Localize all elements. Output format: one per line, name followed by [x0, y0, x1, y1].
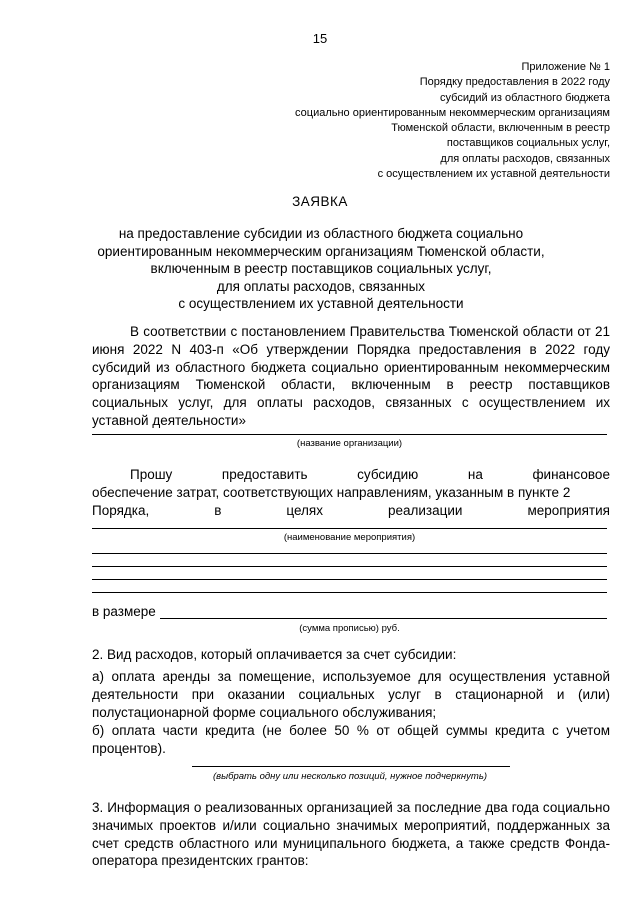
- request-word: мероприятия: [527, 502, 610, 518]
- section2-heading: 2. Вид расходов, который оплачивается за счет субсидии:: [92, 647, 457, 662]
- subtitle-line: включенным в реестр поставщиков социальных услуг,: [150, 261, 492, 277]
- organization-name-caption: (название организации): [296, 438, 403, 449]
- appendix-line: субсидий из областного бюджета: [440, 91, 610, 104]
- request-word: финансовое: [532, 467, 610, 482]
- request-word: предоставить: [221, 467, 308, 482]
- appendix-line: для оплаты расходов, связанных: [440, 152, 610, 165]
- request-word: в: [214, 502, 222, 518]
- amount-label: в размере: [92, 604, 156, 619]
- appendix-line: с осуществлением их уставной деятельности: [377, 168, 610, 181]
- amount-field[interactable]: [160, 604, 607, 619]
- intro-paragraph: В соответствии с постановлением Правительства Тюменской области от 21 июня 2022 N 403-п «Об утверждении Порядка предоставления в 2022 году субсидий из областного бюджета социально ориентированным некоммерческим организациям Тюменской области, включенным в реестр поставщиков социальных услуг, для оплаты расходов, связанных с осуществлением их уставной деятельности»: [92, 324, 610, 428]
- amount-caption: (сумма прописью) руб.: [299, 623, 400, 634]
- event-description-line[interactable]: [92, 579, 607, 580]
- request-line-3: [92, 502, 610, 520]
- expense-choice-caption: (выбрать одну или несколько позиций, нужное подчеркнуть): [213, 771, 487, 782]
- request-paragraph: [92, 466, 610, 519]
- event-description-line[interactable]: [92, 566, 607, 567]
- appendix-line: социально ориентированным некоммерческим организациям: [295, 106, 610, 119]
- subtitle-line: с осуществлением их уставной деятельности: [178, 296, 464, 312]
- appendix-block: [250, 60, 610, 182]
- event-description-line[interactable]: [92, 553, 607, 554]
- section3-paragraph: 3. Информация о реализованных организацией за последние два года социально значимых проектов и/или социально значимых мероприятий, поддержанных за счет средств областного или муниципального бюджета, а также средств Фонда-оператора президентских грантов:: [92, 800, 610, 869]
- event-name-caption: (наименование мероприятия): [283, 532, 416, 543]
- subtitle-line: на предоставление субсидии из областного бюджета социально: [118, 226, 524, 241]
- request-word: субсидию: [357, 467, 419, 482]
- appendix-line: Порядку предоставления в 2022 году: [419, 76, 610, 89]
- request-word: Прошу: [130, 467, 173, 482]
- document-subtitle: [90, 225, 552, 313]
- organization-name-field[interactable]: [92, 434, 607, 435]
- amount-row: [92, 604, 607, 619]
- appendix-line: поставщиков социальных услуг,: [446, 137, 610, 150]
- subtitle-line: для оплаты расходов, связанных: [216, 278, 426, 294]
- event-name-field[interactable]: [92, 528, 607, 529]
- section2-option-a: а) оплата аренды за помещение, используемое для осуществления уставной деятельности при оказании социальных услуг в стационарной и (или) полустационарной форме социального обслуживания;: [92, 669, 610, 720]
- request-word: Порядка,: [92, 502, 150, 518]
- expense-choice-field[interactable]: [192, 766, 510, 767]
- page-number: 15: [312, 31, 328, 46]
- appendix-line: Приложение № 1: [521, 61, 610, 73]
- request-line-2: обеспечение затрат, соответствующих направлениям, указанным в пункте 2: [92, 484, 571, 500]
- subtitle-line: ориентированным некоммерческим организациям Тюменской области,: [97, 243, 545, 259]
- event-description-line[interactable]: [92, 592, 607, 593]
- request-word: целях: [286, 502, 323, 518]
- request-line-1: [92, 466, 610, 484]
- request-word: реализации: [387, 502, 463, 518]
- document-title: ЗАЯВКА: [292, 194, 348, 209]
- appendix-line: Тюменской области, включенным в реестр: [391, 122, 610, 135]
- section2-option-b: б) оплата части кредита (не более 50 % от общей суммы кредита с учетом процентов).: [92, 723, 610, 756]
- request-word: на: [467, 467, 483, 482]
